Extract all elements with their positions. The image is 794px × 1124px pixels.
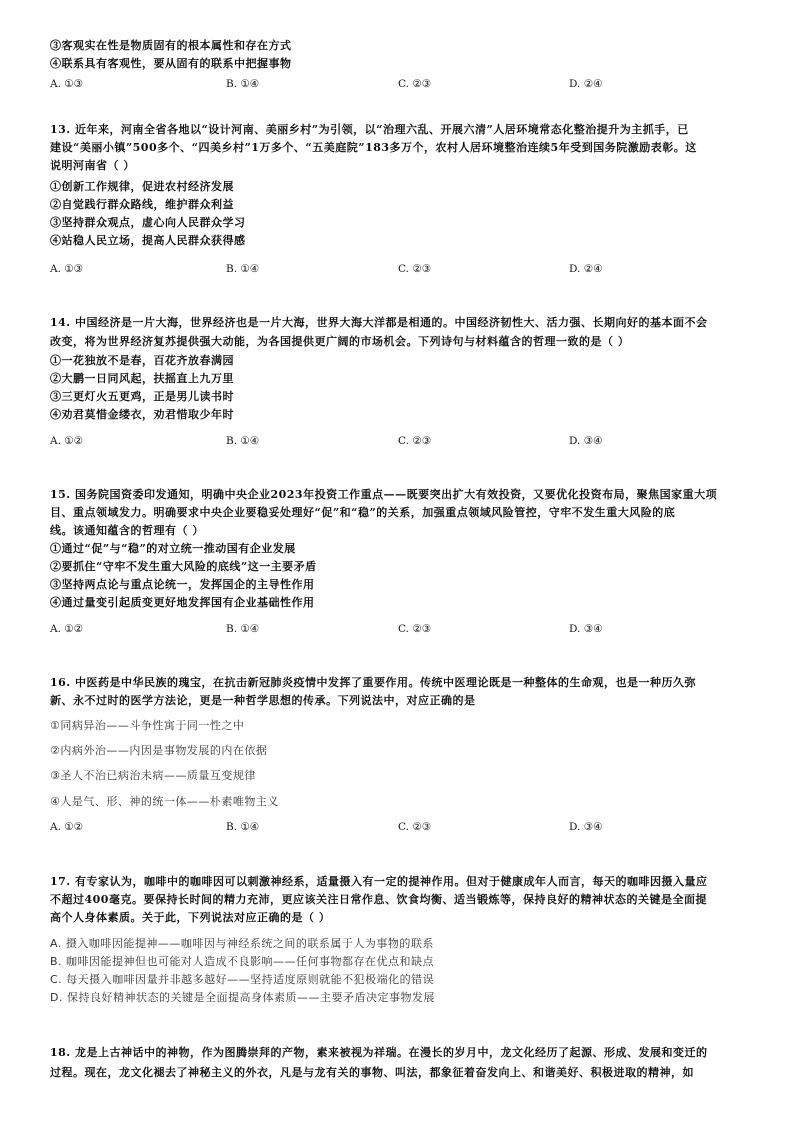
q18-stem-line: 18. 龙是上古神话中的神物，作为图腾崇拜的产物，素来被视为祥瑞。在漫长的岁月中，龙文化经历了起源、形成、发展和变迁的: [50, 1046, 708, 1059]
choice-a: A. ①③: [50, 263, 84, 275]
q17-option-d: D. 保持良好精神状态的关键是全面提高身体素质——主要矛盾决定事物发展: [50, 991, 435, 1004]
q15-option: ②要抓住“守牢不发生重大风险的底线”这一主要矛盾: [50, 560, 317, 573]
q15-option: ④通过量变引起质变更好地发挥国有企业基础性作用: [50, 596, 315, 609]
choice-d: D. ③④: [569, 821, 603, 833]
q16-option: ①同病异治——斗争性寓于同一性之中: [50, 719, 245, 732]
q17-option-c: C. 每天摄入咖啡因量并非越多越好——坚持适度原则就能不犯极端化的错误: [50, 973, 435, 986]
q16-option: ③圣人不治已病治未病——质量互变规律: [50, 769, 256, 782]
choice-b: B. ①④: [226, 78, 260, 90]
q15-stem-line: 目、重点领域发力。明确要求中央企业要稳妥处理好“促”和“稳”的关系，加强重点领域风险管控，守牢不发生重大风险的底: [50, 506, 676, 519]
q16-option: ②内病外治——内因是事物发展的内在依据: [50, 744, 268, 757]
q17-stem-line: 17. 有专家认为，咖啡中的咖啡因可以刺激神经系，适量摄入有一定的提神作用。但对于健康成年人而言，每天的咖啡因摄入量应: [50, 875, 708, 888]
q16-stem-line: 新、永不过时的医学方法论，更是一种哲学思想的传承。下列说法中，对应正确的是: [50, 694, 476, 707]
choice-d: D. ②④: [569, 78, 603, 90]
q17-option-a: A. 摄入咖啡因能提神——咖啡因与神经系统之间的联系属于人为事物的联系: [50, 937, 434, 950]
q14-option: ①一花独放不是春，百花齐放春满园: [50, 354, 234, 367]
choice-c: C. ②③: [398, 263, 432, 275]
q13-stem-line: 13. 近年来，河南全省各地以“设计河南、美丽乡村”为引领，以“治理六乱、开展六清”人居环境常态化整治提升为主抓手，已: [50, 123, 689, 136]
q14-option: ④劝君莫惜金缕衣，劝君惜取少年时: [50, 408, 234, 421]
choice-row: [50, 75, 750, 93]
choice-a: A. ①③: [50, 78, 84, 90]
q13-choice-row: [50, 260, 750, 278]
q15-option: ①通过“促”与“稳”的对立统一推动国有企业发展: [50, 542, 296, 555]
choice-d: D. ③④: [569, 623, 603, 635]
q15-option: ③坚持两点论与重点论统一，发挥国企的主导性作用: [50, 578, 315, 591]
q13-option: ③坚持群众观点，虚心向人民群众学习: [50, 216, 246, 229]
choice-d: D. ③④: [569, 435, 603, 447]
q14-stem-line: 改变，将为世界经济复苏提供强大动能，为各国提供更广阔的市场机会。下列诗句与材料蕴含的哲理一致的是（ ）: [50, 335, 630, 348]
choice-a: A. ①②: [50, 435, 84, 447]
choice-b: B. ①④: [226, 623, 260, 635]
q17-stem-line: 不超过400毫克。要保持长时间的精力充沛，更应该关注日常作息、饮食均衡、适当锻炼等，保持良好的精神状态的关键是全面提: [50, 893, 707, 906]
option-3: ③客观实在性是物质固有的根本属性和存在方式: [50, 39, 292, 52]
q15-stem-line: 15. 国务院国资委印发通知，明确中央企业2023年投资工作重点——既要突出扩大有效投资，又要优化投资布局，聚焦国家重大项: [50, 488, 718, 501]
q13-stem-line: 说明河南省（ ）: [50, 159, 135, 172]
choice-b: B. ①④: [226, 263, 260, 275]
q14-option: ②大鹏一日同风起，扶摇直上九万里: [50, 372, 234, 385]
q17-option-b: B. 咖啡因能提神但也可能对人造成不良影响——任何事物都存在优点和缺点: [50, 955, 435, 968]
q13-option: ④站稳人民立场，提高人民群众获得感: [50, 234, 246, 247]
q13-option: ①创新工作规律，促进农村经济发展: [50, 180, 234, 193]
choice-a: A. ①②: [50, 623, 84, 635]
q16-option: ④人是气、形、神的统一体——朴素唯物主义: [50, 795, 279, 808]
choice-a: A. ①②: [50, 821, 84, 833]
q15-choice-row: [50, 620, 750, 638]
choice-c: C. ②③: [398, 821, 432, 833]
q15-stem-line: 线。该通知蕴含的哲理有（ ）: [50, 524, 204, 537]
q16-choice-row: [50, 818, 750, 836]
choice-b: B. ①④: [226, 821, 260, 833]
choice-c: C. ②③: [398, 623, 432, 635]
choice-b: B. ①④: [226, 435, 260, 447]
q17-stem-line: 高个人身体素质。关于此，下列说法对应正确的是（ ）: [50, 911, 331, 924]
q14-stem-line: 14. 中国经济是一片大海，世界经济也是一片大海，世界大海大洋都是相通的。中国经济韧性大、活力强、长期向好的基本面不会: [50, 316, 708, 329]
q13-stem-line: 建设“美丽小镇”500多个、“四美乡村”1万多个、“五美庭院”183多万个，农村人居环境整治连续5年受到国务院激励表彰。这: [50, 141, 697, 154]
choice-c: C. ②③: [398, 78, 432, 90]
q13-option: ②自觉践行群众路线，维护群众利益: [50, 198, 234, 211]
q16-stem-line: 16. 中医药是中华民族的瑰宝，在抗击新冠肺炎疫情中发挥了重要作用。传统中医理论既是一种整体的生命观，也是一种历久弥: [50, 676, 696, 689]
option-4: ④联系具有客观性，要从固有的联系中把握事物: [50, 57, 292, 70]
q14-choice-row: [50, 432, 750, 450]
q18-stem-line: 过程。现在，龙文化褪去了神秘主义的外衣，凡是与龙有关的事物、叫法，都象征着奋发向上、和谐美好、积极进取的精神，如: [50, 1066, 694, 1079]
q14-option: ③三更灯火五更鸡，正是男儿读书时: [50, 390, 234, 403]
choice-c: C. ②③: [398, 435, 432, 447]
choice-d: D. ②④: [569, 263, 603, 275]
